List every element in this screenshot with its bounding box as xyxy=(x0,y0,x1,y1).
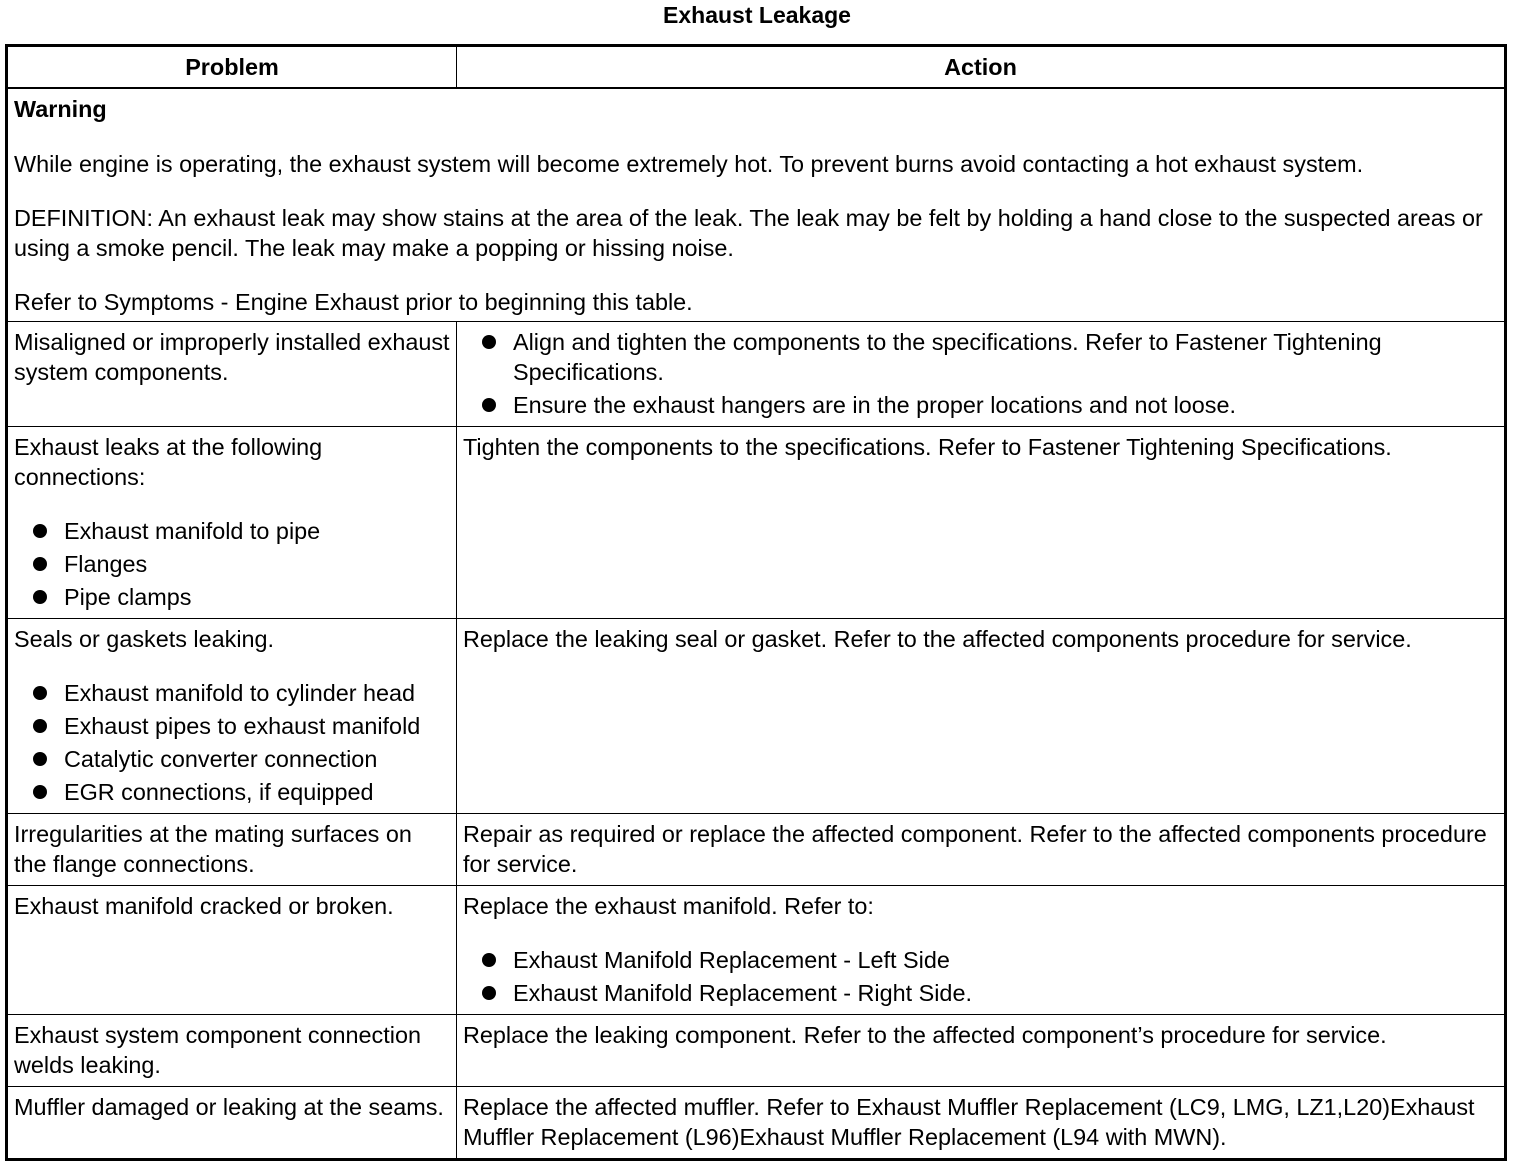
warning-cell xyxy=(7,88,1506,322)
list-item xyxy=(481,945,1498,975)
table-row xyxy=(7,619,1506,814)
header-problem: Problem xyxy=(7,46,457,89)
bullet-text: Exhaust manifold to pipe xyxy=(64,518,321,544)
bullet-icon xyxy=(33,524,47,538)
bullet-text: Flanges xyxy=(64,551,148,577)
list-item xyxy=(481,327,1498,387)
action-cell: Replace the affected muffler. Refer to Exhaust Muffler Replacement (LC9, LMG, LZ1,L20)Exhaust Muffler Replacement (L96)Exhaust Muffler Replacement (L94 with MWN). xyxy=(457,1087,1506,1160)
table-row xyxy=(7,1087,1506,1160)
table-row xyxy=(7,1015,1506,1087)
table-row xyxy=(7,322,1506,427)
bullet-icon xyxy=(33,752,47,766)
bullet-text: Ensure the exhaust hangers are in the proper locations and not loose. xyxy=(513,392,1236,418)
bullet-icon xyxy=(33,686,47,700)
bullet-text: EGR connections, if equipped xyxy=(64,779,374,805)
table-header-row xyxy=(7,46,1506,89)
list-item xyxy=(32,516,450,546)
list-item xyxy=(32,711,450,741)
problem-cell: Muffler damaged or leaking at the seams. xyxy=(7,1087,457,1160)
problem-cell: Irregularities at the mating surfaces on the flange connections. xyxy=(7,814,457,886)
bullet-icon xyxy=(33,590,47,604)
problem-text: Exhaust leaks at the following connections: xyxy=(14,434,323,490)
action-cell: Tighten the components to the specifications. Refer to Fastener Tightening Specifications. xyxy=(457,427,1506,619)
list-item xyxy=(32,744,450,774)
bullet-icon xyxy=(33,719,47,733)
refer-text: Refer to Symptoms - Engine Exhaust prior to beginning this table. xyxy=(14,289,693,315)
list-item xyxy=(32,549,450,579)
problem-cell: Exhaust manifold cracked or broken. xyxy=(7,886,457,1015)
list-item xyxy=(32,777,450,807)
bullet-text: Pipe clamps xyxy=(64,584,192,610)
action-cell xyxy=(457,886,1506,1015)
list-item xyxy=(32,678,450,708)
bullet-icon xyxy=(482,953,496,967)
bullet-text: Exhaust pipes to exhaust manifold xyxy=(64,713,421,739)
problem-cell: Exhaust system component connection welds leaking. xyxy=(7,1015,457,1087)
bullet-text: Exhaust Manifold Replacement - Right Side. xyxy=(513,980,972,1006)
bullet-text: Catalytic converter connection xyxy=(64,746,378,772)
table-row xyxy=(7,814,1506,886)
list-item xyxy=(481,978,1498,1008)
warning-row xyxy=(7,88,1506,322)
bullet-icon xyxy=(33,557,47,571)
problem-cell xyxy=(7,427,457,619)
warning-title: Warning xyxy=(14,96,107,122)
bullet-icon xyxy=(482,335,496,349)
definition-text: DEFINITION: An exhaust leak may show stains at the area of the leak. The leak may be felt by holding a hand close to the suspected areas or using a smoke pencil. The leak may make a popping or hissing noise. xyxy=(14,205,1483,261)
list-item xyxy=(32,582,450,612)
action-bullet-list xyxy=(463,945,1498,1008)
table-row xyxy=(7,427,1506,619)
problem-text: Seals or gaskets leaking. xyxy=(14,626,275,652)
warning-text: While engine is operating, the exhaust system will become extremely hot. To prevent burns avoid contacting a hot exhaust system. xyxy=(14,151,1364,177)
action-cell: Replace the leaking seal or gasket. Refer to the affected components procedure for service. xyxy=(457,619,1506,814)
bullet-text: Exhaust Manifold Replacement - Left Side xyxy=(513,947,950,973)
bullet-icon xyxy=(33,785,47,799)
bullet-icon xyxy=(482,398,496,412)
problem-cell: Misaligned or improperly installed exhaust system components. xyxy=(7,322,457,427)
header-action: Action xyxy=(457,46,1506,89)
bullet-text: Exhaust manifold to cylinder head xyxy=(64,680,416,706)
action-bullet-list xyxy=(463,327,1498,420)
action-cell: Replace the leaking component. Refer to the affected component’s procedure for service. xyxy=(457,1015,1506,1087)
table-row xyxy=(7,886,1506,1015)
bullet-text: Align and tighten the components to the specifications. Refer to Fastener Tightening Specifications. xyxy=(513,329,1382,385)
bullet-icon xyxy=(482,986,496,1000)
exhaust-leakage-table xyxy=(5,44,1507,1161)
document-title: Exhaust Leakage xyxy=(663,2,851,28)
problem-cell xyxy=(7,619,457,814)
problem-bullet-list xyxy=(14,678,450,807)
problem-bullet-list xyxy=(14,516,450,612)
list-item xyxy=(481,390,1498,420)
action-text: Replace the exhaust manifold. Refer to: xyxy=(463,893,874,919)
action-cell xyxy=(457,322,1506,427)
action-cell: Repair as required or replace the affected component. Refer to the affected components procedure for service. xyxy=(457,814,1506,886)
